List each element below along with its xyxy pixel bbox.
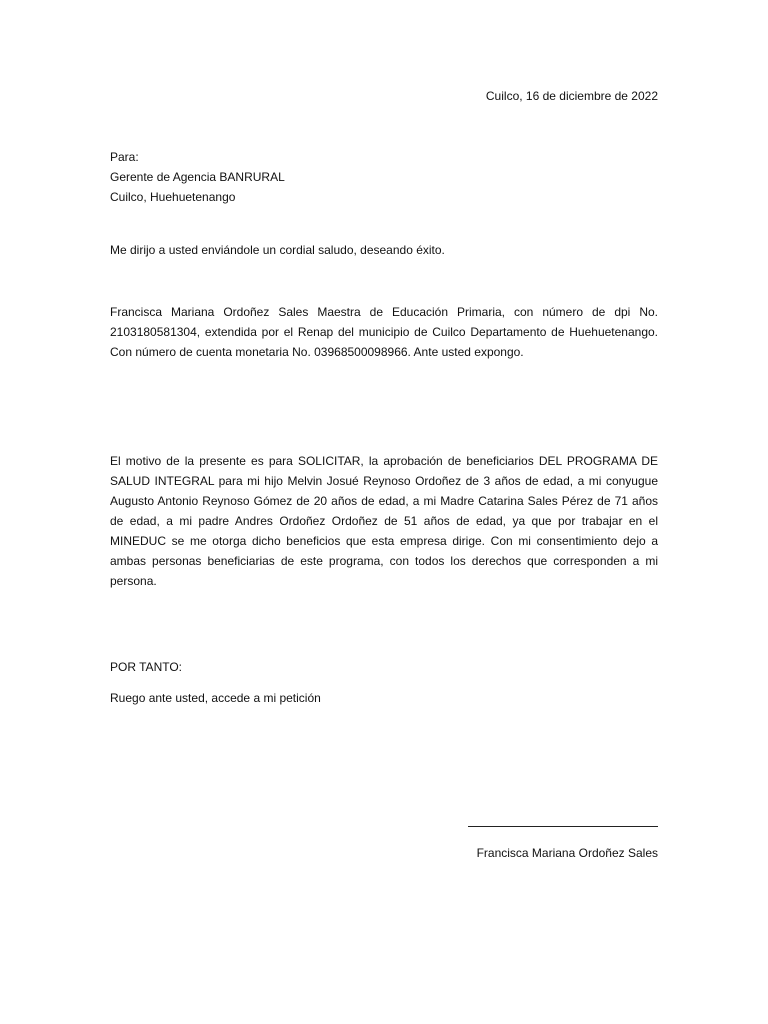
signature-line	[468, 826, 658, 827]
por-tanto-heading: POR TANTO:	[110, 660, 183, 674]
signature-name: Francisca Mariana Ordoñez Sales	[476, 846, 658, 860]
recipient-line-2: Cuilco, Huehuetenango	[110, 190, 236, 204]
paragraph-request: El motivo de la presente es para SOLICITAR, la aprobación de beneficiarios DEL PROGRAMA DE SALUD INTEGRAL para mi hijo Melvin Josué Reynoso Ordoñez de 3 años de edad, a mi conyugue Augusto Antonio Reynoso Gómez de 20 años de edad, a mi Madre Catarina Sales Pérez de 71 años de edad, a mi padre Andres Ordoñez Ordoñez de 51 años de edad, ya que por trabajar en el MINEDUC se me otorga dicho beneficios que esta empresa dirige. Con mi consentimiento dejo a ambas personas beneficiarias de este programa, con todos los derechos que corresponden a mi persona.	[110, 454, 658, 588]
date-line: Cuilco, 16 de diciembre de 2022	[485, 89, 658, 103]
recipient-para-label: Para:	[110, 150, 139, 164]
recipient-line-1: Gerente de Agencia BANRURAL	[110, 170, 285, 184]
closing-line: Ruego ante usted, accede a mi petición	[110, 691, 321, 705]
recipient-block	[110, 147, 285, 207]
paragraph-introduction: Francisca Mariana Ordoñez Sales Maestra de Educación Primaria, con número de dpi No. 2103180581304, extendida por el Renap del municipio de Cuilco Departamento de Huehuetenango. Con número de cuenta monetaria No. 03968500098966. Ante usted expongo.	[110, 305, 658, 359]
greeting-line: Me dirijo a usted enviándole un cordial saludo, deseando éxito.	[110, 243, 445, 257]
